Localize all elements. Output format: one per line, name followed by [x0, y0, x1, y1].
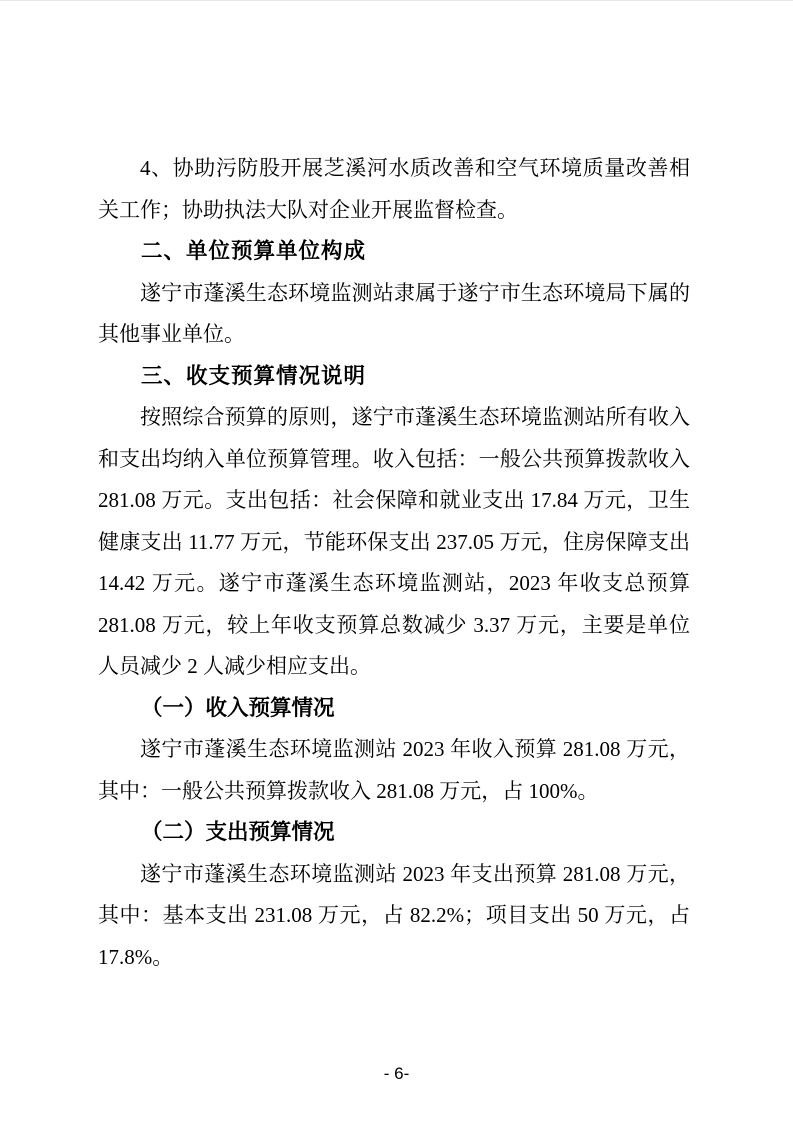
paragraph-unit-composition: 遂宁市蓬溪生态环境监测站隶属于遂宁市生态环境局下属的其他事业单位。 — [98, 280, 690, 346]
paragraph-budget-overview: 按照综合预算的原则，遂宁市蓬溪生态环境监测站所有收入和支出均纳入单位预算管理。收入包括：一般公共预算拨款收入 281.08 万元。支出包括：社会保障和就业支出 17.84 万元，卫生健康支出 11.77 万元，节能环保支出 237.05 万元，住房保障支出 14.42 万元。遂宁市蓬溪生态环境监测站，2023 年收支总预算 281.08 万元，较上年收支预算总数减少 3.37 万元，主要是单位人员减少 2 人减少相应支出。 — [98, 405, 690, 678]
document-body — [98, 148, 690, 978]
heading-section-2-unit-composition: 二、单位预算单位构成 — [141, 239, 367, 263]
heading-section-3-budget-explanation: 三、收支预算情况说明 — [141, 363, 367, 388]
subheading-expenditure-budget: （二）支出预算情况 — [141, 820, 335, 844]
paragraph-duty-item-4: 4、协助污防股开展芝溪河水质改善和空气环境质量改善相关工作；协助执法大队对企业开展监督检查。 — [98, 156, 690, 222]
page-footer — [0, 1064, 793, 1084]
paragraph-expenditure-budget: 遂宁市蓬溪生态环境监测站 2023 年支出预算 281.08 万元，其中：基本支出 231.08 万元，占 82.2%；项目支出 50 万元，占 17.8%。 — [98, 861, 690, 969]
paragraph-income-budget: 遂宁市蓬溪生态环境监测站 2023 年收入预算 281.08 万元，其中：一般公共预算拨款收入 281.08 万元，占 100%。 — [98, 737, 690, 803]
subheading-income-budget: （一）收入预算情况 — [141, 695, 335, 720]
page-number: - 6- — [383, 1064, 410, 1083]
